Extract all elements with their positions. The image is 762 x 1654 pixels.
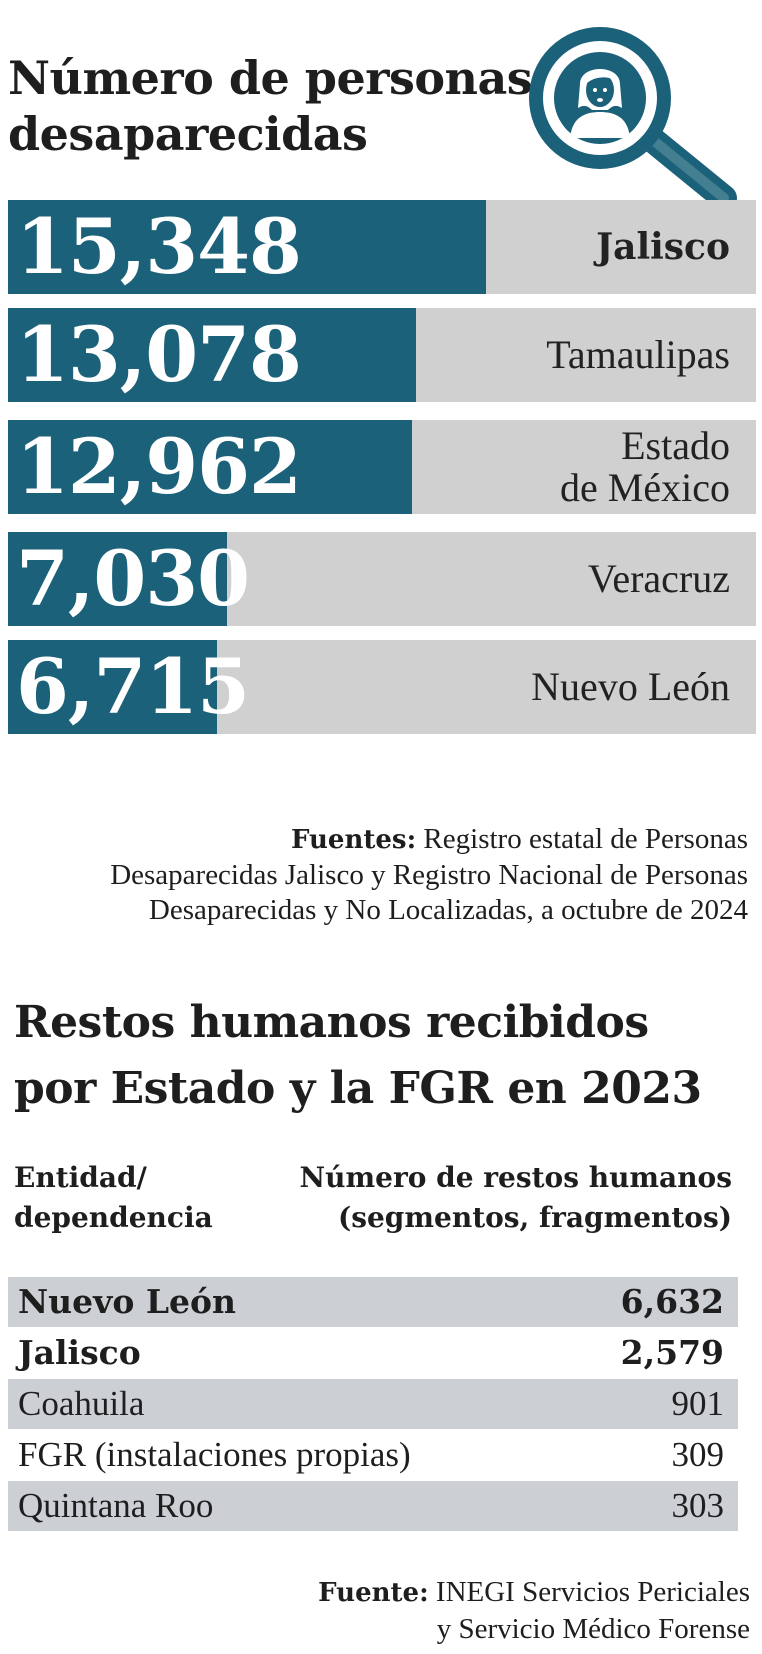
source-note xyxy=(8,822,748,928)
table-cell-entity: Quintana Roo xyxy=(18,1486,214,1525)
bar-category-label: Estado de México xyxy=(560,423,730,510)
table-title-line: Restos humanos recibidos xyxy=(14,997,649,1048)
bar-value-label: 12,962 xyxy=(16,422,301,511)
bar-row xyxy=(8,200,756,294)
source-text: Desaparecidas Jalisco y Registro Nacional de Personas xyxy=(110,859,748,891)
chart-title-line: desaparecidas xyxy=(8,107,368,161)
bar-value-label: 15,348 xyxy=(16,202,301,291)
column-header-line: Número de restos humanos xyxy=(299,1161,732,1194)
table-cell-value: 303 xyxy=(671,1486,724,1525)
source-note xyxy=(10,1574,750,1647)
source-label: Fuentes: xyxy=(291,825,417,855)
source-text: INEGI Servicios Periciales xyxy=(428,1576,750,1608)
bar-value-label: 6,715 xyxy=(16,642,249,731)
table-cell-value: 6,632 xyxy=(620,1282,724,1321)
table-cell-entity: Nuevo León xyxy=(18,1282,237,1321)
table-row xyxy=(8,1277,738,1327)
table-cell-entity: Jalisco xyxy=(18,1333,141,1372)
source-text: Desaparecidas y No Localizadas, a octubre de 2024 xyxy=(148,894,748,926)
bar-value-label: 7,030 xyxy=(16,534,249,623)
source-label: Fuente: xyxy=(318,1578,429,1608)
bar-row xyxy=(8,532,756,626)
table-row xyxy=(8,1379,738,1429)
table-cell-value: 2,579 xyxy=(620,1333,724,1372)
magnifier-person-icon xyxy=(528,20,740,212)
chart-title xyxy=(8,50,532,162)
table-cell-value: 309 xyxy=(671,1435,724,1474)
bar-row xyxy=(8,308,756,402)
table-cell-entity: Coahuila xyxy=(18,1384,145,1423)
bar-row xyxy=(8,640,756,734)
source-text: y Servicio Médico Forense xyxy=(436,1613,750,1645)
bar-category-label: Veracruz xyxy=(587,556,730,601)
table-row xyxy=(8,1481,738,1531)
column-header-entity xyxy=(14,1158,213,1238)
column-header-line: (segmentos, fragmentos) xyxy=(337,1201,732,1234)
bar-category-label: Tamaulipas xyxy=(546,332,730,377)
bar-category-label: Nuevo León xyxy=(531,664,730,709)
table-row xyxy=(8,1430,738,1480)
chart-title-line: Número de personas xyxy=(8,51,533,105)
table-title-line: por Estado y la FGR en 2023 xyxy=(14,1063,702,1114)
column-header-line: Entidad/ xyxy=(14,1161,147,1194)
bar-category-label: Jalisco xyxy=(596,226,730,268)
table-title xyxy=(14,990,702,1122)
table-row xyxy=(8,1328,738,1378)
table-cell-value: 901 xyxy=(671,1384,724,1423)
table-cell-entity: FGR (instalaciones propias) xyxy=(18,1435,411,1474)
column-header-line: dependencia xyxy=(14,1201,213,1234)
bar-value-label: 13,078 xyxy=(16,310,301,399)
source-text: Registro estatal de Personas xyxy=(416,823,748,855)
column-header-count xyxy=(300,1158,732,1238)
bar-row xyxy=(8,420,756,514)
